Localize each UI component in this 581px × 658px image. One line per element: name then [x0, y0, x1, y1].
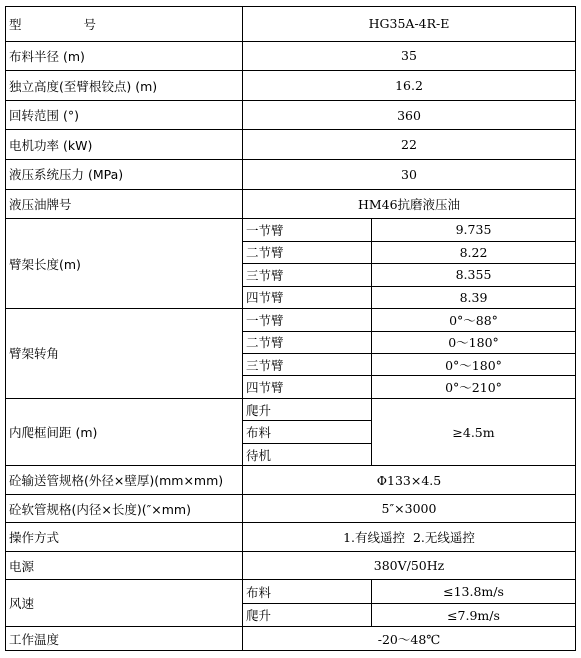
spec-row — [6, 189, 576, 219]
wind-label: 风速 — [6, 580, 243, 627]
spec-row — [6, 71, 576, 101]
arm-length-value: 8.39 — [372, 286, 576, 308]
wind-row — [6, 580, 576, 603]
spec-row — [6, 100, 576, 130]
spec-value: 5″×3000 — [243, 494, 576, 523]
climbing-mode: 布料 — [243, 421, 372, 443]
spec-row — [6, 523, 576, 552]
arm-section-label: 二节臂 — [243, 241, 372, 263]
climbing-mode: 爬升 — [243, 398, 372, 420]
spec-value: 360 — [243, 100, 576, 130]
wind-value: ≤7.9m/s — [372, 603, 576, 626]
header-row — [6, 7, 576, 42]
climbing-mode: 待机 — [243, 443, 372, 465]
arm-length-row — [6, 219, 576, 241]
wind-mode: 布料 — [243, 580, 372, 603]
arm-section-label: 四节臂 — [243, 286, 372, 308]
spec-row — [6, 494, 576, 523]
temperature-row — [6, 627, 576, 651]
arm-length-value: 9.735 — [372, 219, 576, 241]
spec-value: 22 — [243, 130, 576, 160]
spec-label: 砼软管规格(内径×长度)(″×mm) — [6, 494, 243, 523]
spec-label: 砼输送管规格(外径×壁厚)(mm×mm) — [6, 466, 243, 495]
spec-value: HM46抗磨液压油 — [243, 189, 576, 219]
spec-row — [6, 130, 576, 160]
spec-row — [6, 551, 576, 580]
temperature-value: -20～48℃ — [243, 627, 576, 651]
spec-value: 35 — [243, 41, 576, 71]
arm-rotation-label: 臂架转角 — [6, 309, 243, 399]
spec-table — [5, 6, 576, 651]
arm-rotation-value: 0～180° — [372, 331, 576, 353]
spec-value: 16.2 — [243, 71, 576, 101]
spec-label: 液压系统压力 (MPa) — [6, 160, 243, 190]
spec-label: 电源 — [6, 551, 243, 580]
arm-section-label: 三节臂 — [243, 353, 372, 375]
spec-label: 操作方式 — [6, 523, 243, 552]
header-label-right: 号 — [83, 16, 97, 32]
spec-row — [6, 466, 576, 495]
temperature-label: 工作温度 — [6, 627, 243, 651]
spec-row — [6, 160, 576, 190]
model-value: HG35A-4R-E — [243, 7, 576, 42]
arm-section-label: 一节臂 — [243, 309, 372, 331]
spec-label: 独立高度(至臂根铰点) (m) — [6, 71, 243, 101]
climbing-row — [6, 398, 576, 420]
climbing-label: 内爬框间距 (m) — [6, 398, 243, 465]
wind-value: ≤13.8m/s — [372, 580, 576, 603]
spec-label: 电机功率 (kW) — [6, 130, 243, 160]
arm-section-label: 一节臂 — [243, 219, 372, 241]
arm-rotation-row — [6, 309, 576, 331]
arm-rotation-value: 0°～180° — [372, 353, 576, 375]
arm-section-label: 四节臂 — [243, 376, 372, 398]
arm-rotation-value: 0°～88° — [372, 309, 576, 331]
arm-length-label: 臂架长度(m) — [6, 219, 243, 309]
spec-value: Φ133×4.5 — [243, 466, 576, 495]
header-label-left: 型 — [9, 16, 22, 32]
wind-mode: 爬升 — [243, 603, 372, 626]
arm-section-label: 三节臂 — [243, 264, 372, 286]
spec-value: 380V/50Hz — [243, 551, 576, 580]
spec-value: 1.有线遥控 2.无线遥控 — [243, 523, 576, 552]
spec-row — [6, 41, 576, 71]
arm-length-value: 8.355 — [372, 264, 576, 286]
spec-label: 回转范围 (°) — [6, 100, 243, 130]
spec-label: 布料半径 (m) — [6, 41, 243, 71]
arm-rotation-value: 0°～210° — [372, 376, 576, 398]
arm-length-value: 8.22 — [372, 241, 576, 263]
header-label-cell — [6, 7, 243, 42]
spec-label: 液压油牌号 — [6, 189, 243, 219]
spec-value: 30 — [243, 160, 576, 190]
climbing-value: ≥4.5m — [372, 398, 576, 465]
arm-section-label: 二节臂 — [243, 331, 372, 353]
